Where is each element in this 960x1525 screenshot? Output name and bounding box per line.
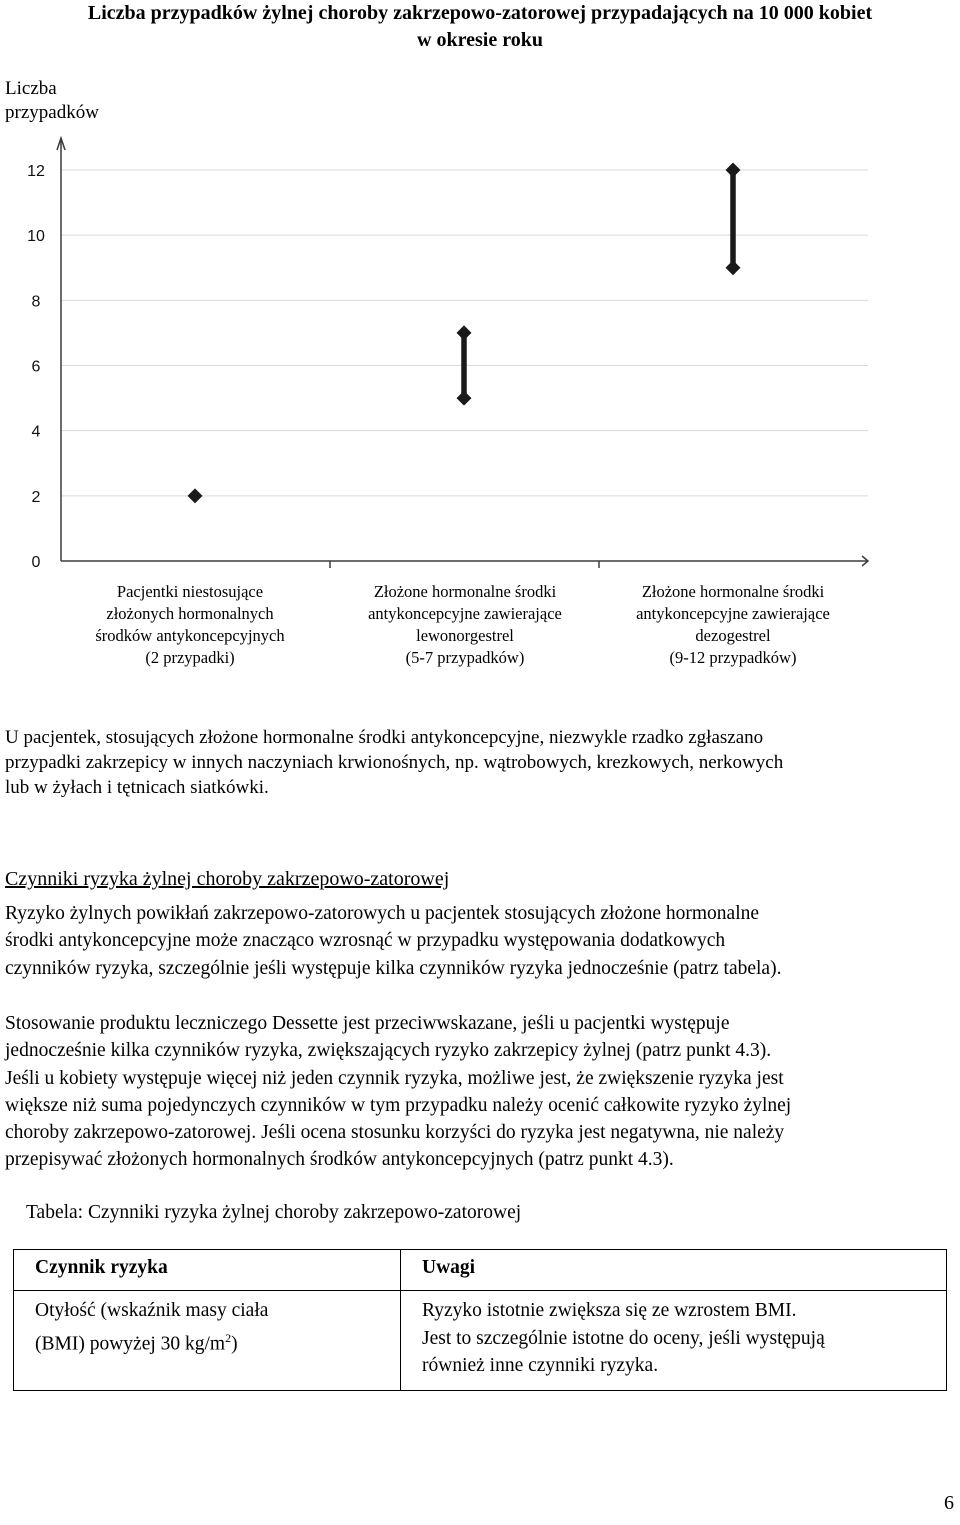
category-label-1 (60, 581, 320, 669)
notes-line-1: Ryzyko istotnie zwiększa się ze wzrostem BMI. (422, 1300, 797, 1321)
category-1-line-4: (2 przypadki) (145, 648, 235, 667)
chart-title-line-2: w okresie roku (417, 29, 543, 51)
paragraph-line: Ryzyko żylnych powikłań zakrzepowo-zatorowych u pacjentek stosujących złożone hormonalne (5, 903, 760, 924)
y-tick-label: 2 (31, 488, 41, 506)
y-tick-labels (27, 163, 45, 571)
table-caption: Tabela: Czynniki ryzyka żylnej choroby zakrzepowo-zatorowej (26, 1202, 522, 1223)
high-marker (457, 325, 472, 340)
factor-line-2 (35, 1325, 400, 1358)
table-row (14, 1291, 947, 1391)
low-marker (457, 391, 472, 406)
y-axis-label-line-1: Liczba (5, 78, 57, 99)
paragraph-line: środki antykoncepcyjne może znacząco wzrosnąć w przypadku występowania dodatkowych (5, 930, 726, 952)
factor-line-2-close: ) (231, 1333, 238, 1354)
category-2-line-4: (5-7 przypadków) (405, 648, 525, 667)
category-1-line-1: Pacjentki niestosujące (116, 582, 264, 601)
y-tick-label: 6 (31, 358, 41, 376)
category-label-3 (603, 581, 863, 669)
section-heading: Czynniki ryzyka żylnej choroby zakrzepowo-zatorowej (5, 868, 450, 890)
category-3-line-1: Złożone hormonalne środki (641, 582, 825, 601)
category-3-line-2: antykoncepcyjne zawierające (636, 604, 830, 623)
category-2-line-3: lewonorgestrel (416, 626, 514, 645)
y-tick-label: 0 (31, 554, 41, 571)
paragraph-line: choroby zakrzepowo-zatorowej. Jeśli ocena stosunku korzyści do ryzyka jest negatywna, nie należy (5, 1122, 785, 1144)
chart-title-line-1: Liczba przypadków żylnej choroby zakrzepowo-zatorowej przypadających na 10 000 kobiet (87, 2, 873, 24)
paragraph-line: przypadki zakrzepicy w innych naczyniach krwionośnych, np. wątrobowych, krezkowych, nerkowych (5, 752, 784, 773)
paragraph-line: czynników ryzyka, szczególnie jeśli występuje kilka czynników ryzyka jednocześnie (patrz tabela). (5, 957, 782, 979)
notes-line-3: również inne czynniki ryzyka. (422, 1355, 659, 1376)
header-cell-notes (401, 1250, 947, 1291)
category-2-line-2: antykoncepcyjne zawierające (368, 604, 562, 623)
risk-paragraph (5, 900, 955, 982)
category-label-2 (335, 581, 595, 669)
notes-cell (401, 1291, 947, 1391)
page-number: 6 (944, 1492, 954, 1514)
category-3-line-3: dezogestrel (695, 626, 771, 645)
y-axis-label-line-2: przypadków (5, 102, 99, 123)
header-factor-label: Czynnik ryzyka (35, 1257, 168, 1278)
header-notes-label: Uwagi (422, 1257, 476, 1278)
high-marker (726, 163, 741, 178)
category-1-line-3: środków antykoncepcyjnych (95, 626, 285, 645)
category-1-line-2: złożonych hormonalnych (106, 604, 274, 623)
y-tick-label: 12 (27, 163, 45, 180)
paragraph-line: U pacjentek, stosujących złożone hormonalne środki antykoncepcyjne, niezwykle rzadko zgłaszano (5, 727, 764, 748)
data-marks (188, 163, 741, 504)
paragraph-line: większe niż suma pojedynczych czynników w tym przypadku należy ocenić całkowite ryzyko żylnej (5, 1094, 792, 1116)
category-2-line-1: Złożone hormonalne środki (373, 582, 557, 601)
paragraph-line: jednocześnie kilka czynników ryzyka, zwiększających ryzyko zakrzepicy żylnej (patrz punkt 4.3). (5, 1040, 772, 1062)
y-axis-label (5, 77, 99, 125)
factor-cell (14, 1291, 401, 1391)
paragraph-line: przepisywać złożonych hormonalnych środków antykoncepcyjnych (patrz punkt 4.3). (5, 1149, 674, 1171)
table-header-row (14, 1250, 947, 1291)
y-tick-label: 4 (31, 423, 41, 441)
low-marker (726, 260, 741, 275)
low-marker (188, 488, 203, 503)
notes-line-2: Jest to szczególnie istotne do oceny, jeśli występują (422, 1327, 825, 1349)
factor-line-2-text: (BMI) powyżej 30 kg/m (35, 1333, 226, 1354)
contraindication-paragraph (5, 1010, 955, 1174)
thrombosis-paragraph (5, 725, 955, 800)
category-3-line-4: (9-12 przypadków) (669, 648, 797, 667)
y-tick-label: 8 (31, 293, 41, 311)
paragraph-line: Stosowanie produktu leczniczego Dessette jest przeciwwskazane, jeśli u pacjentki występuje (5, 1013, 730, 1034)
paragraph-line: Jeśli u kobiety występuje więcej niż jeden czynnik ryzyka, możliwe jest, że zwiększenie ryzyka jest (5, 1067, 784, 1089)
paragraph-line: lub w żyłach i tętnicach siatkówki. (5, 777, 269, 798)
chart-title (0, 0, 960, 54)
y-tick-label: 10 (27, 228, 45, 246)
factor-superscript: 2 (225, 1330, 232, 1345)
factor-line-1: Otyłość (wskaźnik masy ciała (35, 1300, 269, 1321)
range-chart (0, 130, 960, 580)
risk-factor-table (13, 1249, 947, 1391)
header-cell-factor (14, 1250, 401, 1291)
